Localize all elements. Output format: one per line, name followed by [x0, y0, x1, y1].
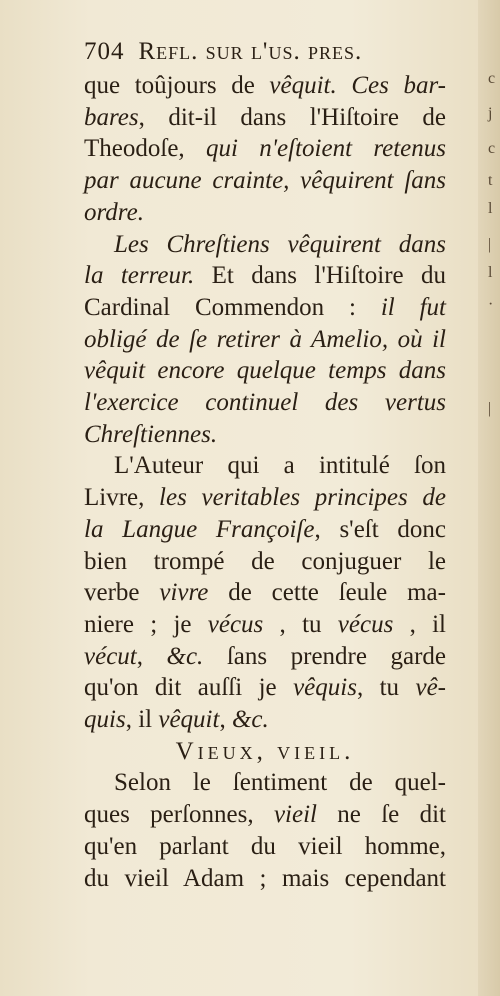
text-line: [84, 799, 446, 831]
italic-text: il fut: [380, 293, 446, 321]
text-line: [84, 165, 446, 197]
text-line: [84, 863, 446, 895]
text-line: [84, 133, 446, 165]
text-line: [84, 387, 446, 419]
italic-text: vieil: [273, 801, 317, 829]
roman-text: bien trompé de conjuguer le: [84, 547, 446, 575]
text-line: [84, 197, 446, 229]
italic-text: la terreur.: [84, 262, 195, 290]
text-line: [84, 767, 446, 799]
text-line: [84, 577, 446, 609]
text-line: [84, 229, 446, 261]
italic-text: vêquit encore quelque temps dans: [84, 357, 446, 385]
roman-text: ques perſonnes,: [84, 801, 274, 829]
italic-text: les veritables principes de: [159, 484, 446, 512]
roman-text: Selon le ſentiment de quel-: [114, 769, 446, 797]
italic-text: vê-: [415, 674, 447, 702]
text-line: [84, 704, 446, 736]
running-header: [84, 38, 362, 66]
italic-text: quis: [84, 706, 126, 734]
text-line: [84, 609, 446, 641]
text-line: [84, 324, 446, 356]
roman-text: de cette ſeule ma-: [208, 579, 446, 607]
italic-text: vécut: [84, 642, 137, 670]
text-line: [84, 546, 446, 578]
italic-text: Chreſtiennes.: [84, 420, 218, 448]
text-line: [84, 355, 446, 387]
roman-text: ſans prendre garde: [203, 642, 447, 670]
roman-text: niere ; je: [84, 610, 208, 638]
roman-text: , dit-il dans l'Hiſtoire de: [138, 103, 446, 131]
bleed-glyph: |: [488, 236, 492, 253]
roman-text: qu'en parlant du vieil homme,: [84, 832, 446, 860]
italic-text: Les Chreſtiens vêquirent dans: [114, 230, 446, 258]
italic-text: vécus: [207, 610, 264, 638]
text-line: [84, 831, 446, 863]
running-title: Refl. sur l'us. pres.: [138, 38, 363, 65]
roman-text: ,: [219, 706, 232, 734]
roman-text: , il: [125, 706, 159, 734]
italic-text: &c.: [231, 706, 269, 734]
bleed-glyph: j: [488, 105, 493, 122]
italic-text: vêquit: [158, 706, 220, 734]
italic-text: l'exercice continuel des vertus: [84, 389, 446, 417]
roman-text: , il: [393, 610, 446, 638]
roman-text: Cardinal Commendon :: [84, 293, 381, 321]
text-line: [84, 292, 446, 324]
roman-text: Et dans l'Hiſtoire du: [194, 262, 446, 290]
roman-text: Livre,: [84, 484, 160, 512]
italic-text: par aucune crainte, vêquirent ſans: [84, 167, 446, 195]
bleed-glyph: t: [488, 172, 493, 189]
italic-text: la Langue Françoiſe: [84, 515, 315, 543]
text-line: [84, 641, 446, 673]
body-text: [84, 70, 446, 894]
italic-text: vêquis: [293, 674, 357, 702]
italic-text: ordre.: [84, 198, 144, 226]
roman-text: , tu: [263, 610, 338, 638]
text-line: [84, 260, 446, 292]
text-line: [84, 450, 446, 482]
bleed-glyph: c: [488, 140, 496, 157]
page-number: 704: [84, 38, 125, 65]
roman-text: Theodoſe,: [84, 135, 206, 163]
text-line: [84, 419, 446, 451]
bleed-glyph: l: [488, 200, 493, 217]
italic-text: bares: [84, 103, 139, 131]
roman-text: Vieux, vieil.: [175, 737, 355, 765]
text-line: [84, 102, 446, 134]
roman-text: ne ſe dit: [316, 801, 446, 829]
italic-text: vêquit. Ces bar-: [269, 72, 446, 99]
bleed-glyph: l: [488, 264, 493, 281]
roman-text: , s'eſt donc: [314, 515, 446, 543]
text-line: [84, 514, 446, 546]
bleed-glyph: ·: [488, 296, 494, 313]
text-line: [84, 736, 446, 768]
roman-text: , tu: [356, 674, 416, 702]
roman-text: ,: [136, 642, 167, 670]
italic-text: vécus: [337, 610, 394, 638]
bleed-glyph: |: [488, 400, 492, 417]
roman-text: verbe: [84, 579, 160, 607]
roman-text: que toûjours de: [84, 72, 270, 99]
text-line: [84, 672, 446, 704]
italic-text: qui n'eſtoient retenus: [205, 135, 446, 163]
italic-text: obligé de ſe retirer à Amelio, où il: [84, 325, 446, 353]
bleed-glyph: c: [488, 70, 496, 87]
roman-text: du vieil Adam ; mais cependant: [84, 864, 446, 892]
text-line: [84, 70, 446, 102]
italic-text: &c.: [166, 642, 204, 670]
roman-text: L'Auteur qui a intitulé ſon: [114, 452, 446, 480]
roman-text: qu'on dit auſſi je: [84, 674, 294, 702]
text-line: [84, 482, 446, 514]
italic-text: vivre: [159, 579, 209, 607]
